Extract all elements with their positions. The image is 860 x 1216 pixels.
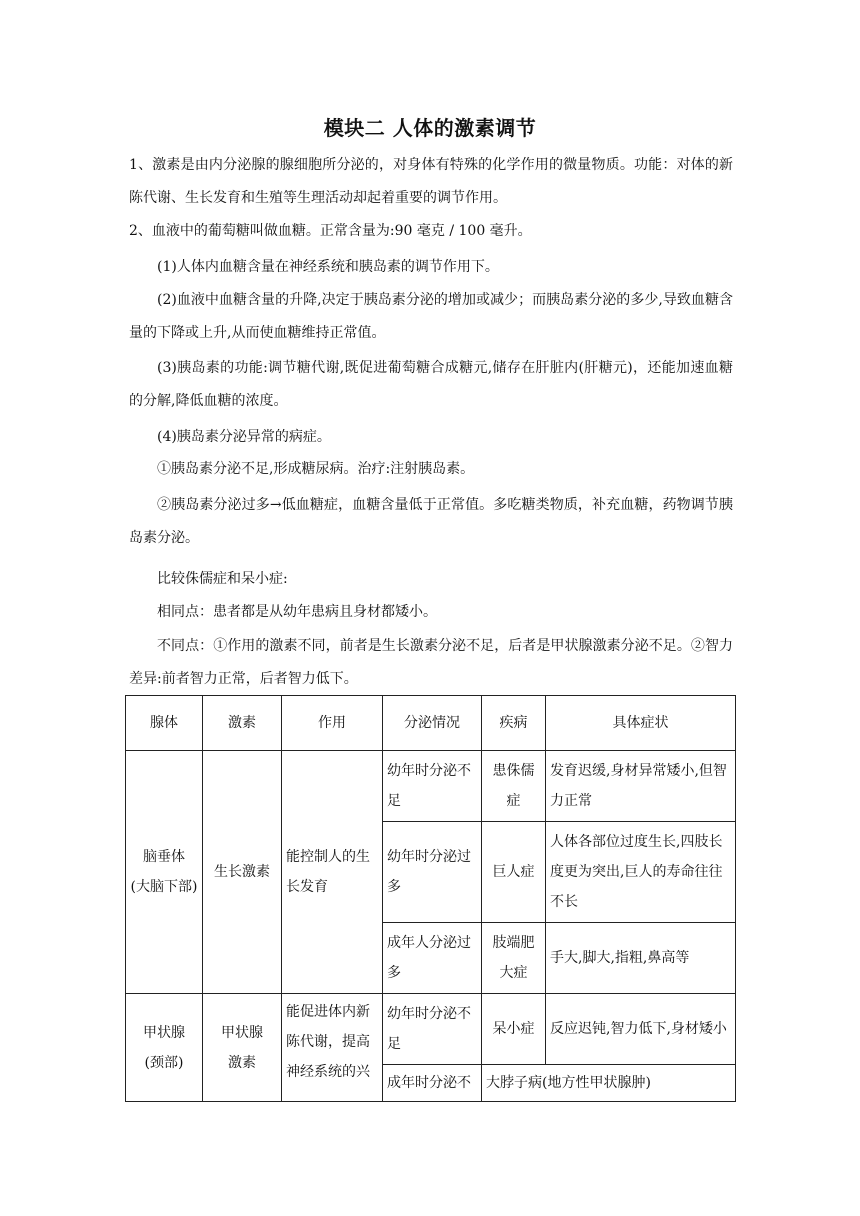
paragraph-blood-sugar: 2、血液中的葡萄糖叫做血糖。正常含量为:90 毫克 / 100 毫升。 (129, 223, 532, 239)
paragraph-point-2: (2)血液中血糖含量的升降,决定于胰岛素分泌的增加或减少；而胰岛素分泌的多少,导致血糖含量的下降或上升,从而使血糖维持正常值。 (129, 292, 733, 341)
header-disease: 疾病 (482, 696, 546, 751)
cell-disease: 肢端肥 大症 (482, 923, 546, 994)
paragraph-insulin-deficiency: ①胰岛素分泌不足,形成糖尿病。治疗:注射胰岛素。 (157, 461, 475, 477)
cell-function-growth: 能控制人的生长发育 (282, 751, 383, 994)
paragraph-compare-heading: 比较侏儒症和呆小症: (157, 571, 288, 587)
paragraph-insulin-excess: ②胰岛素分泌过多→低血糖症，血糖含量低于正常值。多吃糖类物质，补充血糖，药物调节胰岛素分泌。 (129, 497, 733, 546)
cell-gland-thyroid: 甲状腺 (颈部) (126, 994, 203, 1102)
cell-symptom: 人体各部位过度生长,四肢长度更为突出,巨人的寿命往往不长 (546, 822, 736, 923)
cell-disease-merged: 大脖子病(地方性甲状腺肿) (482, 1065, 736, 1102)
cell-symptom: 反应迟钝,智力低下,身材矮小 (546, 994, 736, 1065)
cell-disease: 呆小症 (482, 994, 546, 1065)
paragraph-similarity: 相同点：患者都是从幼年患病且身材都矮小。 (157, 604, 437, 620)
table-row (126, 994, 736, 1065)
paragraph-point-4: (4)胰岛素分泌异常的病症。 (157, 429, 331, 445)
header-hormone: 激素 (203, 696, 282, 751)
cell-secretion: 成年时分泌不 (383, 1065, 482, 1102)
cell-secretion: 成年人分泌过多 (383, 923, 482, 994)
cell-hormone-growth: 生长激素 (203, 751, 282, 994)
header-function: 作用 (282, 696, 383, 751)
cell-secretion: 幼年时分泌不足 (383, 751, 482, 822)
cell-symptom: 手大,脚大,指粗,鼻高等 (546, 923, 736, 994)
cell-hormone-thyroid: 甲状腺 激素 (203, 994, 282, 1102)
header-gland: 腺体 (126, 696, 203, 751)
header-secretion: 分泌情况 (383, 696, 482, 751)
cell-function-thyroid: 能促进体内新陈代谢，提高神经系统的兴 (282, 994, 383, 1102)
paragraph-point-1: (1)人体内血糖含量在神经系统和胰岛素的调节作用下。 (157, 259, 499, 275)
cell-secretion: 幼年时分泌过多 (383, 822, 482, 923)
cell-secretion: 幼年时分泌不足 (383, 994, 482, 1065)
gland-hormone-table (125, 695, 736, 1102)
table-row (126, 751, 736, 822)
table-header-row (126, 696, 736, 751)
paragraph-difference: 不同点：①作用的激素不同，前者是生长激素分泌不足，后者是甲状腺激素分泌不足。②智力差异:前者智力正常，后者智力低下。 (129, 638, 733, 687)
paragraph-point-3: (3)胰岛素的功能:调节糖代谢,既促进葡萄糖合成糖元,储存在肝脏内(肝糖元)，还能加速血糖的分解,降低血糖的浓度。 (129, 360, 733, 409)
cell-disease: 患侏儒 症 (482, 751, 546, 822)
paragraph-hormone-definition: 1、激素是由内分泌腺的腺细胞所分泌的，对身体有特殊的化学作用的微量物质。功能：对体的新陈代谢、生长发育和生殖等生理活动却起着重要的调节作用。 (129, 157, 733, 206)
cell-symptom: 发育迟缓,身材异常矮小,但智力正常 (546, 751, 736, 822)
header-symptoms: 具体症状 (546, 696, 736, 751)
cell-gland-pituitary: 脑垂体 (大脑下部) (126, 751, 203, 994)
page-title: 模块二 人体的激素调节 (323, 116, 537, 140)
cell-disease: 巨人症 (482, 822, 546, 923)
